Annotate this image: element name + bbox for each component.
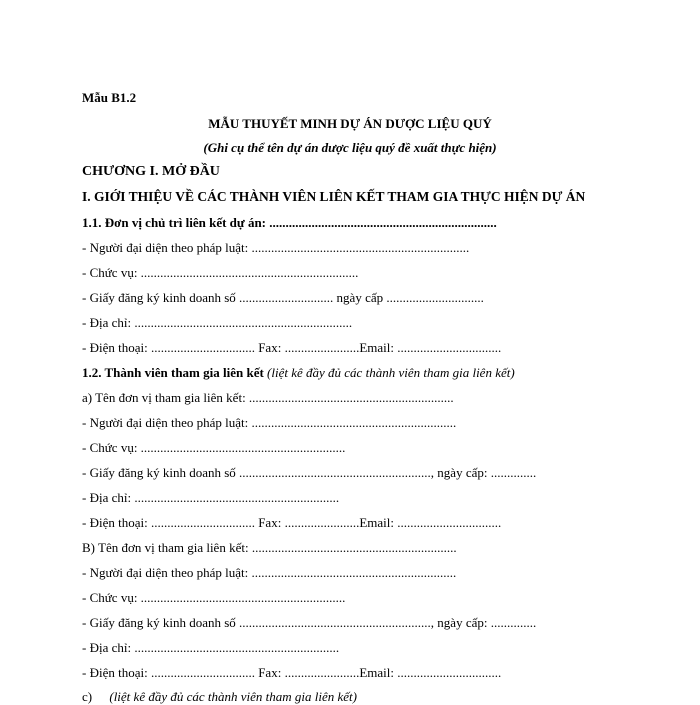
lead-address-field: - Địa chỉ: ................................................................... [82, 315, 353, 330]
member-b-legal-rep-field: - Người đại diện theo pháp luật: ............................................................... [82, 565, 457, 580]
members-heading [82, 365, 515, 381]
member-b-phone-field: - Điện thoại: ................................ Fax: .......................Email: ................................ [82, 665, 502, 680]
member-a-address-field: - Địa chỉ: ............................................................... [82, 490, 340, 505]
lead-legal-rep-field: - Người đại diện theo pháp luật: ................................................................... [82, 240, 470, 255]
member-b-position-field: - Chức vụ: ............................................................... [82, 590, 346, 605]
lead-unit-heading: 1.1. Đơn vị chủ trì liên kết dự án: ...................................................................... [82, 215, 497, 230]
lead-license-field: - Giấy đăng ký kinh doanh số ............................. ngày cấp .............................. [82, 290, 484, 305]
member-a-legal-rep-field: - Người đại diện theo pháp luật: ............................................................... [82, 415, 457, 430]
member-a-license-field: - Giấy đăng ký kinh doanh số ..........................................................., ngày cấp: .............. [82, 465, 537, 480]
members-heading-label: 1.2. Thành viên tham gia liên kết [82, 365, 264, 380]
lead-phone-field: - Điện thoại: ................................ Fax: .......................Email: ................................ [82, 340, 502, 355]
member-b-name-field: B) Tên đơn vị tham gia liên kết: ............................................................... [82, 540, 457, 555]
chapter-heading: CHƯƠNG I. MỞ ĐẦU [82, 164, 220, 179]
member-b-license-field: - Giấy đăng ký kinh doanh số ..........................................................., ngày cấp: .............. [82, 615, 537, 630]
section-heading: I. GIỚI THIỆU VỀ CÁC THÀNH VIÊN LIÊN KẾT THAM GIA THỰC HIỆN DỰ ÁN [82, 189, 586, 204]
member-a-name-field: a) Tên đơn vị tham gia liên kết: ............................................................... [82, 390, 454, 405]
lead-position-field: - Chức vụ: ................................................................... [82, 265, 359, 280]
member-c-label: c) [82, 689, 93, 704]
member-a-phone-field: - Điện thoại: ................................ Fax: .......................Email: ................................ [82, 515, 502, 530]
member-c-note: (liệt kê đầy đủ các thành viên tham gia liên kết) [109, 689, 357, 704]
members-heading-note: (liệt kê đầy đủ các thành viên tham gia liên kết) [267, 365, 515, 380]
form-code: Mẫu B1.2 [82, 90, 137, 105]
member-c-heading [82, 689, 357, 705]
member-a-position-field: - Chức vụ: ............................................................... [82, 440, 346, 455]
member-b-address-field: - Địa chỉ: ............................................................... [82, 640, 340, 655]
document-subtitle: (Ghi cụ thể tên dự án dược liệu quý đề xuất thực hiện) [203, 140, 497, 155]
document-title: MẪU THUYẾT MINH DỰ ÁN DƯỢC LIỆU QUÝ [208, 116, 492, 131]
